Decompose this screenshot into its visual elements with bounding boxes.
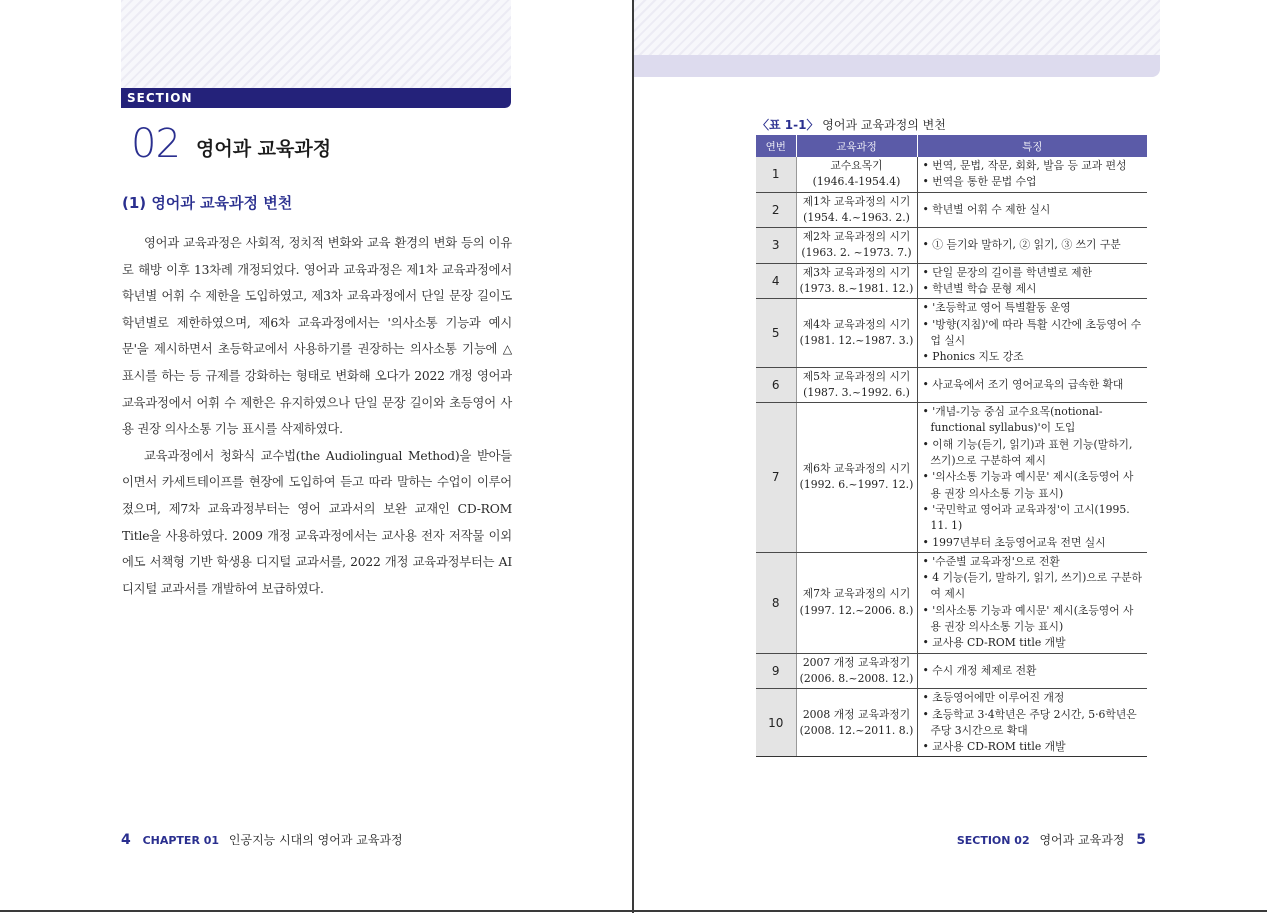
curriculum-line: 제4차 교육과정의 시기 (802, 317, 911, 331)
feature-item: • 1997년부터 초등영어교육 전면 실시 (922, 535, 1106, 549)
curriculum-line: 제3차 교육과정의 시기 (802, 265, 911, 279)
book-spine (632, 0, 634, 913)
paragraph: 교육과정에서 청화식 교수법(the Audiolingual Method)을 받아들이면서 카세트테이프를 현장에 도입하여 듣고 따라 말하는 수업이 이루어졌으며, 제7차 교육과정부터는 영어 교과서의 보완 교재인 CD-ROM Title을 사용하였다. 2009 개정 교육과정에서는 교사용 전자 저작물 이외에도 서책형 기반 학생용 디지털 교과서를, 2022 개정 교육과정부터는 AI 디지털 교과서를 개발하여 보급하였다. (122, 448, 512, 596)
table-row (756, 689, 1147, 757)
table-row (756, 157, 1147, 192)
feature-item: • 교사용 CD-ROM title 개발 (922, 636, 1066, 650)
curriculum-line: (1954. 4.~1963. 2.) (803, 210, 910, 224)
feature-cell (917, 552, 1147, 653)
section-title: 영어과 교육과정 (196, 138, 332, 160)
curriculum-line: (1963. 2. ~1973. 7.) (801, 246, 912, 260)
row-number-cell: 9 (756, 653, 796, 689)
table-row (756, 367, 1147, 403)
curriculum-line: 교수요목기 (830, 159, 883, 172)
feature-item: • '초등학교 영어 특별활동 운영 (922, 301, 1071, 315)
table-row (756, 192, 1147, 228)
curriculum-line: 제7차 교육과정의 시기 (802, 587, 911, 601)
feature-item: • '수준별 교육과정'으로 전환 (922, 554, 1060, 568)
table-row (756, 552, 1147, 653)
row-number-cell: 3 (756, 228, 796, 264)
right-header-band (634, 55, 1160, 77)
curriculum-cell (796, 228, 917, 264)
feature-item: • 초등영어에만 이루어진 개정 (922, 691, 1065, 705)
row-number-cell: 1 (756, 157, 796, 192)
row-number-cell: 6 (756, 367, 796, 403)
curriculum-cell (796, 689, 917, 757)
page-number: 4 (121, 832, 131, 848)
table-caption-text: 영어과 교육과정의 변천 (822, 118, 946, 132)
table-header-row (756, 135, 1147, 157)
feature-item: • 번역을 통한 문법 수업 (922, 175, 1037, 189)
feature-cell (917, 403, 1147, 553)
row-number-cell: 4 (756, 263, 796, 299)
curriculum-cell (796, 157, 917, 192)
table-row (756, 299, 1147, 367)
row-number-cell: 5 (756, 299, 796, 367)
feature-item: • '국민학교 영어과 교육과정'이 고시(1995. 11. 1) (922, 502, 1130, 533)
table-caption-number: 〈표 1-1〉 (757, 118, 819, 132)
paragraph: 영어과 교육과정은 사회적, 정치적 변화와 교육 환경의 변화 등의 이유로 해방 이후 13차례 개정되었다. 영어과 교육과정은 제1차 교육과정에서 학년별 어휘 수 제한을 도입하였고, 제3차 교육과정에서 단일 문장 길이도 학년별로 제한하였으며, 제6차 교육과정에서는 '의사소통 기능과 예시문'을 제시하면서 초등학교에서 사용하기를 권장하는 의사소통 기능에 △ 표시를 하는 등 규제를 강화하는 형태로 변화해 오다가 2022 개정 영어과 교육과정에서 어휘 수 제한은 유지하였으나 단일 문장 길이와 초등영어 사용 권장 의사소통 기능 표시를 삭제하였다. (122, 236, 512, 437)
curriculum-cell (796, 403, 917, 553)
feature-cell (917, 157, 1147, 192)
feature-cell (917, 367, 1147, 403)
curriculum-line: (1946.4-1954.4) (812, 175, 901, 189)
table-body (756, 157, 1147, 757)
curriculum-cell (796, 299, 917, 367)
feature-item: • 초등학교 3·4학년은 주당 2시간, 5·6학년은 주당 3시간으로 확대 (922, 707, 1137, 737)
left-footer (121, 831, 403, 848)
section-bar (121, 88, 511, 108)
feature-cell (917, 192, 1147, 228)
curriculum-line: (2008. 12.~2011. 8.) (799, 723, 914, 737)
curriculum-line: 2008 개정 교육과정기 (802, 707, 911, 721)
chapter-label: CHAPTER 01 (142, 834, 220, 847)
curriculum-line: 제1차 교육과정의 시기 (802, 194, 911, 208)
table-row (756, 228, 1147, 264)
feature-item: • 이해 기능(듣기, 읽기)과 표현 기능(말하기, 쓰기)으로 구분하여 제시 (922, 437, 1133, 468)
header-cell: 특징 (917, 135, 1147, 157)
feature-item: • 학년별 어휘 수 제한 실시 (922, 202, 1051, 216)
curriculum-line: (2006. 8.~2008. 12.) (799, 671, 914, 685)
row-number-cell: 8 (756, 552, 796, 653)
feature-item: • '의사소통 기능과 예시문' 제시(초등영어 사용 권장 의사소통 기능 표시) (922, 470, 1134, 500)
curriculum-line: (1981. 12.~1987. 3.) (799, 333, 914, 347)
body-text (122, 230, 512, 602)
feature-item: • 번역, 문법, 작문, 회화, 발음 등 교과 편성 (922, 159, 1127, 172)
row-number-cell: 2 (756, 192, 796, 228)
feature-item: • Phonics 지도 강조 (922, 350, 1024, 364)
page-bottom-rule (0, 910, 1267, 912)
page-number: 5 (1136, 832, 1146, 848)
feature-item: • 교사용 CD-ROM title 개발 (922, 740, 1066, 754)
curriculum-cell (796, 263, 917, 299)
table-row (756, 653, 1147, 689)
curriculum-line: 2007 개정 교육과정기 (802, 655, 911, 669)
row-number-cell: 7 (756, 403, 796, 553)
feature-item: • 단일 문장의 길이를 학년별로 제한 (922, 265, 1093, 279)
curriculum-line: (1997. 12.~2006. 8.) (799, 603, 914, 617)
footer-section-title: 영어과 교육과정 (1039, 833, 1125, 847)
chapter-title: 인공지능 시대의 영어과 교육과정 (228, 833, 403, 847)
table-row (756, 403, 1147, 553)
header-cell: 교육과정 (796, 135, 917, 157)
curriculum-cell (796, 367, 917, 403)
curriculum-line: 제5차 교육과정의 시기 (802, 369, 911, 383)
curriculum-cell (796, 192, 917, 228)
curriculum-history-table (756, 135, 1147, 757)
feature-cell (917, 263, 1147, 299)
curriculum-line: 제2차 교육과정의 시기 (802, 230, 911, 244)
curriculum-line: (1973. 8.~1981. 12.) (799, 282, 914, 296)
feature-item: • 수시 개정 체제로 전환 (922, 663, 1037, 677)
feature-item: • 4 기능(듣기, 말하기, 읽기, 쓰기)으로 구분하여 제시 (922, 571, 1142, 601)
left-header-pattern (121, 0, 511, 88)
curriculum-line: (1992. 6.~1997. 12.) (799, 478, 914, 492)
curriculum-line: 제6차 교육과정의 시기 (802, 462, 911, 476)
section-label: SECTION (127, 91, 193, 105)
feature-cell (917, 689, 1147, 757)
row-number-cell: 10 (756, 689, 796, 757)
header-cell: 연번 (756, 135, 796, 157)
feature-cell (917, 228, 1147, 264)
feature-item: • '방향(지침)'에 따라 특활 시간에 초등영어 수업 실시 (922, 317, 1142, 347)
curriculum-line: (1987. 3.~1992. 6.) (803, 385, 910, 399)
feature-cell (917, 299, 1147, 367)
feature-item: • ① 듣기와 말하기, ② 읽기, ③ 쓰기 구분 (922, 238, 1121, 252)
feature-item: • '의사소통 기능과 예시문' 제시(초등영어 사용 권장 의사소통 기능 표시) (922, 603, 1134, 634)
footer-section-label: SECTION 02 (956, 834, 1030, 847)
table-caption (757, 116, 946, 133)
feature-item: • 사교육에서 조기 영어교육의 급속한 확대 (922, 377, 1124, 391)
curriculum-cell (796, 653, 917, 689)
feature-item: • 학년별 학습 문형 제시 (922, 282, 1037, 296)
feature-item: • '개념-기능 중심 교수요목(notional-functional syllabus)'이 도입 (922, 405, 1103, 435)
table-row (756, 263, 1147, 299)
section-number: 02 (131, 121, 180, 167)
subsection-title: (1) 영어과 교육과정 변천 (122, 194, 293, 212)
right-footer (957, 831, 1146, 848)
feature-cell (917, 653, 1147, 689)
curriculum-cell (796, 552, 917, 653)
right-header-pattern (634, 0, 1160, 55)
